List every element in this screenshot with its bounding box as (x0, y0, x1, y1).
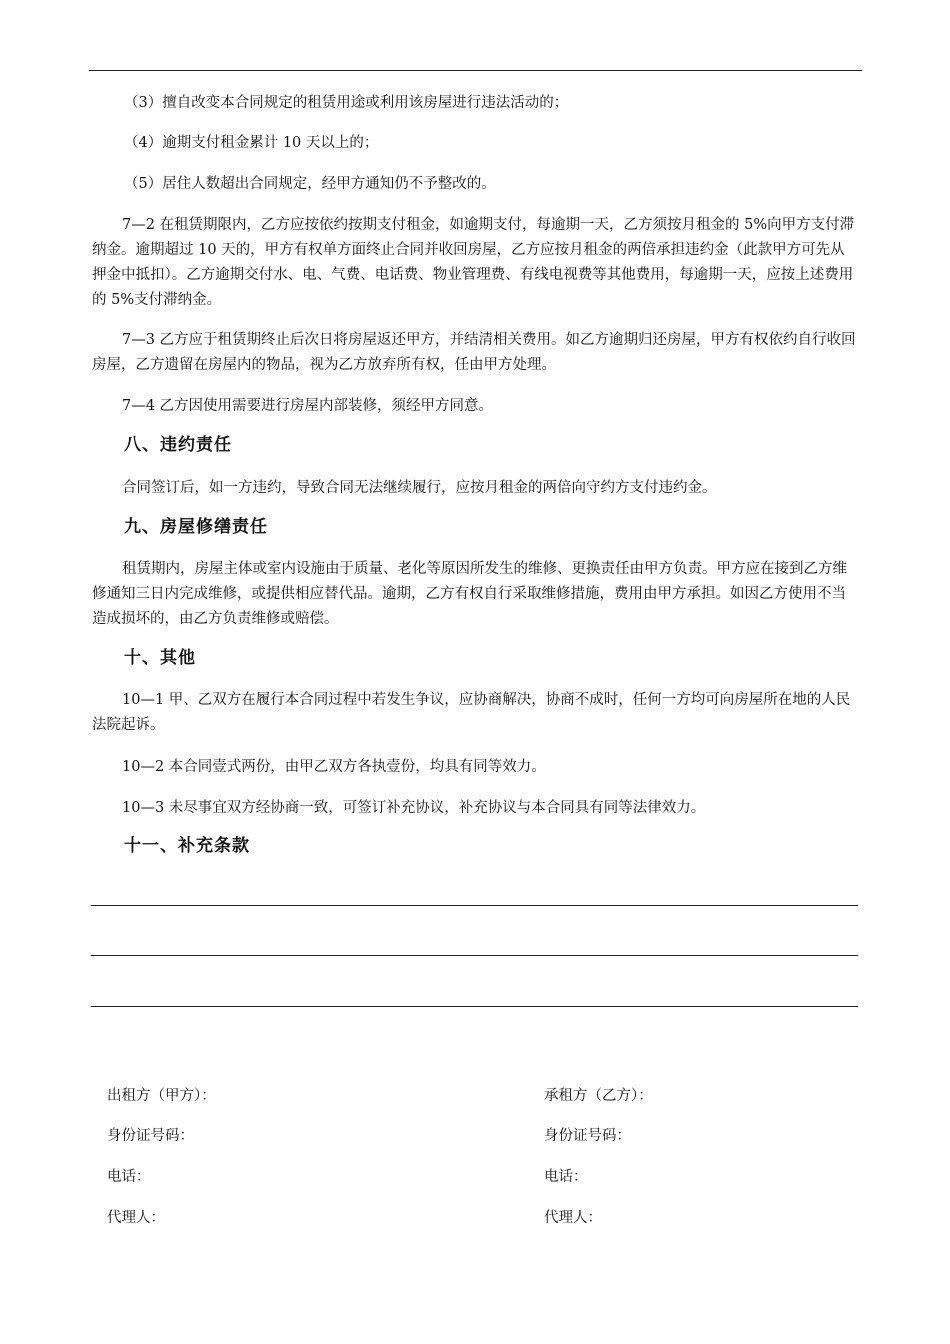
supplement-blank-line-3[interactable] (91, 1006, 858, 1007)
clause-item-4: （4）逾期支付租金累计 10 天以上的； (124, 135, 379, 151)
lessor-agent-label: 代理人： (107, 1210, 165, 1226)
section-11-heading: 十一、补充条款 (124, 836, 250, 856)
section-8-text: 合同签订后，如一方违约，导致合同无法继续履行，应按月租金的两倍向守约方支付违约金。 (122, 480, 717, 496)
lessee-agent-label: 代理人： (544, 1210, 602, 1226)
clause-item-5: （5）居住人数超出合同规定，经甲方通知仍不予整改的。 (124, 176, 496, 192)
clause-10-1: 10—1 甲、乙双方在履行本合同过程中若发生争议，应协商解决，协商不成时，任何一方均可向房屋所在地的人民法院起诉。 (92, 692, 851, 733)
clause-7-3: 7—3 乙方应于租赁期终止后次日将房屋返还甲方，并结清相关费用。如乙方逾期归还房屋，甲方有权依约自行收回房屋，乙方遗留在房屋内的物品，视为乙方放弃所有权，任由甲方处理。 (92, 332, 856, 373)
section-9-text: 租赁期内，房屋主体或室内设施由于质量、老化等原因所发生的维修、更换责任由甲方负责。甲方应在接到乙方维修通知三日内完成维修，或提供相应替代品。逾期，乙方有权自行采取维修措施，费用由甲方承担。如因乙方使用不当造成损坏的，由乙方负责维修或赔偿。 (92, 561, 847, 627)
lessee-phone-label: 电话： (544, 1169, 588, 1185)
clause-7-4: 7—4 乙方因使用需要进行房屋内部装修，须经甲方同意。 (122, 398, 494, 414)
header-rule (89, 70, 862, 71)
lessor-id-label: 身份证号码： (107, 1128, 194, 1144)
clause-10-3: 10—3 未尽事宜双方经协商一致，可签订补充协议，补充协议与本合同具有同等法律效力。 (122, 800, 706, 816)
lessee-label: 承租方（乙方）： (544, 1088, 653, 1104)
clause-item-3: （3）擅自改变本合同规定的租赁用途或利用该房屋进行违法活动的； (124, 95, 569, 111)
section-8-heading: 八、违约责任 (124, 435, 232, 455)
section-10-heading: 十、其他 (124, 648, 196, 668)
clause-7-2: 7—2 在租赁期限内，乙方应按依约按期支付租金，如逾期支付，每逾期一天，乙方须按月租金的 5%向甲方支付滞纳金。逾期超过 10 天的，甲方有权单方面终止合同并收回房屋，乙方应按月租金的两倍承担违约金（此款甲方可先从押金中抵扣）。乙方逾期交付水、电、气费、电话费、物业管理费、有线电视费等其他费用，每逾期一天，应按上述费用的 5%支付滞纳金。 (92, 217, 855, 308)
section-9-heading: 九、房屋修缮责任 (124, 517, 268, 537)
supplement-blank-line-2[interactable] (91, 955, 858, 956)
supplement-blank-line-1[interactable] (91, 905, 858, 906)
clause-10-2: 10—2 本合同壹式两份，由甲乙双方各执壹份，均具有同等效力。 (122, 759, 546, 775)
lessee-id-label: 身份证号码： (544, 1128, 631, 1144)
lessor-phone-label: 电话： (107, 1169, 151, 1185)
lessor-label: 出租方（甲方）： (107, 1088, 216, 1104)
